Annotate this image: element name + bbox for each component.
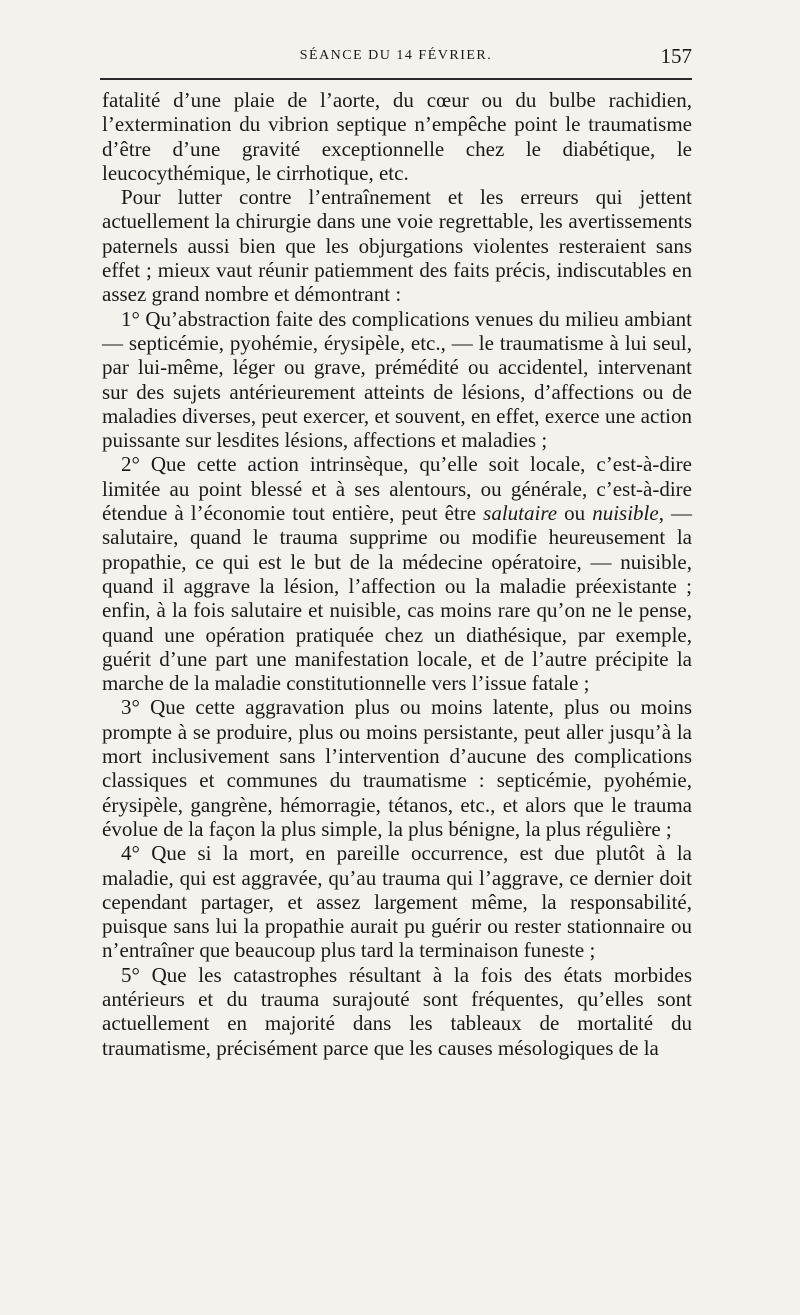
body-text [102, 88, 692, 1060]
paragraph-text: 2° Que cette action intrinsèque, qu’elle soit locale, c’est-à-dire limitée au point blessé et à ses alentours, ou générale, c’est-à-dire étendue à l’économie tout entière, peut être [102, 452, 692, 526]
italic-term-nuisible: nuisible [592, 501, 659, 526]
page-number: 157 [660, 44, 692, 68]
paragraph-text: fatalité d’une plaie de l’aorte, du cœur ou du bulbe rachidien, l’extermination du vibrion septique n’empêche point le traumatisme d’être d’une gravité exceptionnelle chez le diabétique, le leucocythémique, le cirrhotique, etc. [102, 88, 692, 185]
paragraph-point-1 [102, 307, 692, 453]
paragraph-point-2 [102, 452, 692, 695]
paragraph-text: 3° Que cette aggravation plus ou moins latente, plus ou moins prompte à se produire, plus ou moins persistante, peut aller jusqu’à la mort inclusivement sans l’intervention d’aucune des complications classiques et communes du traumatisme : septicémie, pyohémie, érysipèle, gangrène, hémorragie, tétanos, etc., et alors que le trauma évolue de la façon la plus simple, la plus bénigne, la plus régulière ; [102, 695, 692, 841]
paragraph-intro [102, 185, 692, 306]
paragraph-text: , — salutaire, quand le trauma supprime ou modifie heureusement la propathie, ce qui est le but de la médecine opératoire, — nuisible, quand il aggrave la lésion, l’affection ou la maladie préexistante ; enfin, à la fois salutaire et nuisible, cas moins rare qu’on ne le pense, quand une opération pratiquée chez un diathésique, par exemple, guérit d’une part une manifestation locale, et de l’autre précipite la marche de la maladie constitutionnelle vers l’issue fatale ; [102, 501, 692, 696]
paragraph-text: ou [557, 501, 593, 526]
header-rule [100, 78, 692, 80]
paragraph-point-5 [102, 963, 692, 1060]
running-head [100, 46, 692, 72]
italic-term-salutaire: salutaire [483, 501, 558, 526]
paragraph-point-3 [102, 695, 692, 841]
paragraph-text: 5° Que les catastrophes résultant à la fois des états morbides antérieurs et du trauma surajouté sont fréquentes, qu’elles sont actuellement en majorité dans les tableaux de mortalité du traumatisme, précisément parce que les causes mésologiques de la [102, 962, 692, 1060]
paragraph-text: Pour lutter contre l’entraînement et les erreurs qui jettent actuellement la chirurgie dans une voie regrettable, les avertissements paternels aussi bien que les objurgations violentes resteraient sans effet ; mieux vaut réunir patiemment des faits précis, indiscutables en assez grand nombre et démontrant : [102, 185, 692, 307]
paragraph-continuation [102, 88, 692, 185]
paragraph-text: 1° Qu’abstraction faite des complications venues du milieu ambiant — septicémie, pyohémie, érysipèle, etc., — le traumatisme à lui seul, par lui-même, léger ou grave, prémédité ou accidentel, intervenant sur des sujets antérieurement atteints de lésions, d’affections ou de maladies diverses, peut exercer, et souvent, en effet, exerce une action puissante sur lesdites lésions, affections et maladies ; [102, 306, 692, 453]
paragraph-text: 4° Que si la mort, en pareille occurrence, est due plutôt à la maladie, qui est aggravée, qu’au trauma qui l’aggrave, ce dernier doit cependant partager, et assez largement même, la responsabilité, puisque sans lui la propathie aurait pu guérir ou rester stationnaire ou n’entraîner que beaucoup plus tard la terminaison funeste ; [102, 841, 692, 963]
running-title: SÉANCE DU 14 FÉVRIER. [299, 48, 493, 63]
paragraph-point-4 [102, 841, 692, 962]
